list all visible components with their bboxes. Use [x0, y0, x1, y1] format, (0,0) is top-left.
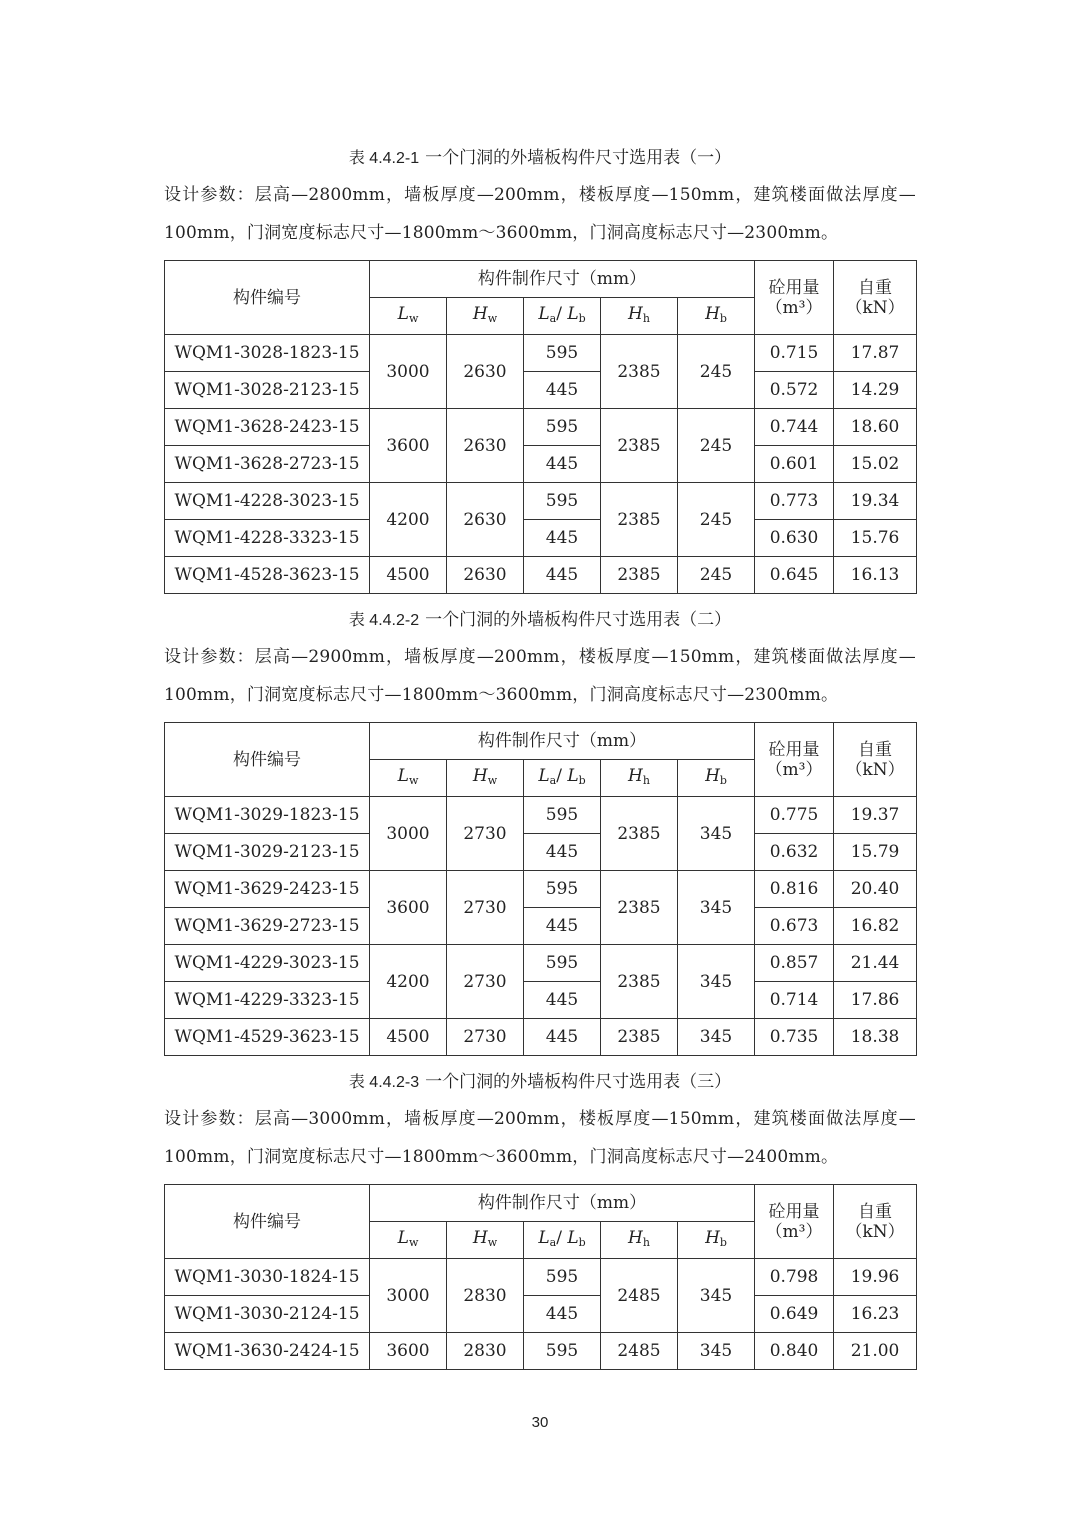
- col-hh: [601, 1222, 678, 1259]
- col-la-lb: [524, 1222, 601, 1259]
- col-hw-symbol: H: [472, 765, 488, 786]
- hh-value: 2385: [601, 945, 678, 1019]
- col-la-lb-separator: /: [556, 303, 568, 324]
- col-weight: [834, 1185, 917, 1259]
- table-row: [165, 945, 917, 982]
- part-id: WQM1-3630-2424-15: [165, 1333, 370, 1370]
- col-lw: [370, 760, 447, 797]
- part-id: WQM1-4229-3323-15: [165, 982, 370, 1019]
- hb-value: 345: [678, 1333, 755, 1370]
- col-la-symbol: L: [538, 765, 550, 786]
- weight-value: 19.96: [834, 1259, 917, 1296]
- hw-value: 2730: [447, 1019, 524, 1056]
- weight-value: 15.79: [834, 834, 917, 871]
- table-row: [165, 908, 917, 945]
- table-row: [165, 797, 917, 834]
- col-lb-subscript: b: [578, 311, 586, 325]
- hh-value: 2385: [601, 797, 678, 871]
- design-parameters: 设计参数：层高—3000mm，墙板厚度—200mm，楼板厚度—150mm，建筑楼面做法厚度—100mm，门洞宽度标志尺寸—1800mm～3600mm，门洞高度标志尺寸—2400mm。: [164, 1109, 916, 1167]
- concrete-value: 0.714: [755, 982, 834, 1019]
- table-row: [165, 409, 917, 446]
- weight-value: 21.00: [834, 1333, 917, 1370]
- hh-value: 2485: [601, 1259, 678, 1333]
- hw-value: 2630: [447, 409, 524, 483]
- col-hw-subscript: w: [487, 1235, 498, 1249]
- la-value: 445: [524, 372, 601, 409]
- la-value: 595: [524, 945, 601, 982]
- col-hw: [447, 1222, 524, 1259]
- table-row: [165, 1259, 917, 1296]
- concrete-value: 0.840: [755, 1333, 834, 1370]
- col-weight-label: 自重: [858, 739, 893, 760]
- table-row: [165, 1296, 917, 1333]
- table-row: [165, 520, 917, 557]
- col-weight-label: 自重: [858, 277, 893, 298]
- col-lw: [370, 298, 447, 335]
- col-hb-symbol: H: [705, 1227, 720, 1248]
- part-id: WQM1-4228-3323-15: [165, 520, 370, 557]
- col-hb-symbol: H: [705, 303, 720, 324]
- hh-value: 2385: [601, 871, 678, 945]
- table-title: 一个门洞的外墙板构件尺寸选用表（三）: [425, 1072, 732, 1092]
- col-part-no: 构件编号: [165, 723, 370, 797]
- hw-value: 2630: [447, 335, 524, 409]
- la-value: 445: [524, 520, 601, 557]
- col-hw: [447, 298, 524, 335]
- weight-value: 16.23: [834, 1296, 917, 1333]
- concrete-value: 0.735: [755, 1019, 834, 1056]
- hw-value: 2730: [447, 945, 524, 1019]
- col-hh-symbol: H: [628, 1227, 643, 1248]
- la-value: 445: [524, 557, 601, 594]
- part-id: WQM1-3629-2723-15: [165, 908, 370, 945]
- table-number: 表 4.4.2-1: [348, 150, 420, 167]
- col-concrete-label: 砼用量: [768, 1201, 820, 1222]
- hh-value: 2385: [601, 409, 678, 483]
- concrete-value: 0.798: [755, 1259, 834, 1296]
- table-row: [165, 372, 917, 409]
- col-hb: [678, 760, 755, 797]
- hb-value: 345: [678, 945, 755, 1019]
- col-lw-symbol: L: [397, 303, 409, 324]
- part-id: WQM1-3628-2723-15: [165, 446, 370, 483]
- la-value: 595: [524, 1333, 601, 1370]
- table-row: [165, 834, 917, 871]
- col-part-no: 构件编号: [165, 1185, 370, 1259]
- la-value: 445: [524, 834, 601, 871]
- concrete-value: 0.773: [755, 483, 834, 520]
- col-hw-subscript: w: [487, 311, 498, 325]
- col-weight-unit: （kN）: [845, 1221, 905, 1242]
- col-hh-symbol: H: [628, 303, 643, 324]
- part-id: WQM1-4529-3623-15: [165, 1019, 370, 1056]
- col-concrete-unit: （m³）: [765, 759, 823, 780]
- la-value: 595: [524, 797, 601, 834]
- col-lb-symbol: L: [567, 303, 579, 324]
- table-caption: [164, 602, 916, 638]
- weight-value: 15.02: [834, 446, 917, 483]
- table-number: 表 4.4.2-2: [348, 612, 420, 629]
- table-row: [165, 1333, 917, 1370]
- col-la-symbol: L: [538, 303, 550, 324]
- weight-value: 16.82: [834, 908, 917, 945]
- part-id: WQM1-3629-2423-15: [165, 871, 370, 908]
- table-section-2: [164, 602, 916, 1056]
- col-weight-unit: （kN）: [845, 297, 905, 318]
- col-lb-subscript: b: [578, 773, 586, 787]
- concrete-value: 0.744: [755, 409, 834, 446]
- col-lw-subscript: w: [408, 773, 419, 787]
- hb-value: 245: [678, 335, 755, 409]
- hb-value: 345: [678, 871, 755, 945]
- hh-value: 2385: [601, 483, 678, 557]
- col-lw-subscript: w: [408, 311, 419, 325]
- header-row: [165, 1185, 917, 1222]
- weight-value: 20.40: [834, 871, 917, 908]
- weight-value: 17.86: [834, 982, 917, 1019]
- part-id: WQM1-4528-3623-15: [165, 557, 370, 594]
- hh-value: 2385: [601, 1019, 678, 1056]
- part-id: WQM1-3028-1823-15: [165, 335, 370, 372]
- table-row: [165, 557, 917, 594]
- concrete-value: 0.601: [755, 446, 834, 483]
- lw-value: 3600: [370, 409, 447, 483]
- la-value: 445: [524, 982, 601, 1019]
- col-hh-subscript: h: [642, 311, 650, 325]
- col-lw-subscript: w: [408, 1235, 419, 1249]
- col-la-lb-separator: /: [556, 1227, 568, 1248]
- col-hw-subscript: w: [487, 773, 498, 787]
- page-number: 30: [531, 1414, 549, 1431]
- header-row: [165, 261, 917, 298]
- part-id: WQM1-3028-2123-15: [165, 372, 370, 409]
- col-hh-subscript: h: [642, 773, 650, 787]
- spec-table: [164, 1184, 917, 1370]
- col-la-lb: [524, 760, 601, 797]
- concrete-value: 0.630: [755, 520, 834, 557]
- table-row: [165, 446, 917, 483]
- weight-value: 14.29: [834, 372, 917, 409]
- lw-value: 4200: [370, 483, 447, 557]
- hb-value: 345: [678, 797, 755, 871]
- concrete-value: 0.715: [755, 335, 834, 372]
- weight-value: 21.44: [834, 945, 917, 982]
- col-concrete-label: 砼用量: [768, 277, 820, 298]
- col-la-lb-separator: /: [556, 765, 568, 786]
- concrete-value: 0.632: [755, 834, 834, 871]
- hb-value: 345: [678, 1019, 755, 1056]
- concrete-value: 0.649: [755, 1296, 834, 1333]
- lw-value: 3000: [370, 797, 447, 871]
- lw-value: 4200: [370, 945, 447, 1019]
- col-la-subscript: a: [549, 311, 557, 325]
- part-id: WQM1-3030-2124-15: [165, 1296, 370, 1333]
- col-hw: [447, 760, 524, 797]
- part-id: WQM1-3030-1824-15: [165, 1259, 370, 1296]
- col-weight-label: 自重: [858, 1201, 893, 1222]
- la-value: 445: [524, 1296, 601, 1333]
- col-hh: [601, 298, 678, 335]
- col-lw-symbol: L: [397, 765, 409, 786]
- hb-value: 245: [678, 409, 755, 483]
- col-weight: [834, 723, 917, 797]
- weight-value: 17.87: [834, 335, 917, 372]
- la-value: 445: [524, 1019, 601, 1056]
- table-row: [165, 483, 917, 520]
- weight-value: 19.37: [834, 797, 917, 834]
- hw-value: 2730: [447, 871, 524, 945]
- col-lb-symbol: L: [567, 765, 579, 786]
- hb-value: 245: [678, 557, 755, 594]
- part-id: WQM1-4228-3023-15: [165, 483, 370, 520]
- la-value: 595: [524, 409, 601, 446]
- part-id: WQM1-4229-3023-15: [165, 945, 370, 982]
- col-hh-symbol: H: [628, 765, 643, 786]
- hb-value: 345: [678, 1259, 755, 1333]
- col-lb-symbol: L: [567, 1227, 579, 1248]
- header-row: [165, 723, 917, 760]
- table-section-1: [164, 140, 916, 594]
- part-id: WQM1-3029-1823-15: [165, 797, 370, 834]
- hh-value: 2385: [601, 335, 678, 409]
- weight-value: 16.13: [834, 557, 917, 594]
- concrete-value: 0.572: [755, 372, 834, 409]
- lw-value: 3600: [370, 1333, 447, 1370]
- col-lb-subscript: b: [578, 1235, 586, 1249]
- col-lw-symbol: L: [397, 1227, 409, 1248]
- table-row: [165, 335, 917, 372]
- col-la-lb: [524, 298, 601, 335]
- table-title: 一个门洞的外墙板构件尺寸选用表（一）: [425, 148, 732, 168]
- hw-value: 2630: [447, 557, 524, 594]
- col-hw-symbol: H: [472, 303, 488, 324]
- col-la-symbol: L: [538, 1227, 550, 1248]
- concrete-value: 0.816: [755, 871, 834, 908]
- col-lw: [370, 1222, 447, 1259]
- col-hb-subscript: b: [719, 773, 727, 787]
- col-hb-subscript: b: [719, 1235, 727, 1249]
- weight-value: 18.60: [834, 409, 917, 446]
- hh-value: 2485: [601, 1333, 678, 1370]
- col-concrete-label: 砼用量: [768, 739, 820, 760]
- spec-table: [164, 260, 917, 594]
- col-concrete-unit: （m³）: [765, 1221, 823, 1242]
- col-hb: [678, 1222, 755, 1259]
- spec-table: [164, 722, 917, 1056]
- col-fab-size: 构件制作尺寸（mm）: [370, 1185, 755, 1222]
- la-value: 445: [524, 446, 601, 483]
- hw-value: 2730: [447, 797, 524, 871]
- table-caption: [164, 140, 916, 176]
- col-hh: [601, 760, 678, 797]
- la-value: 595: [524, 335, 601, 372]
- col-fab-size: 构件制作尺寸（mm）: [370, 723, 755, 760]
- la-value: 595: [524, 483, 601, 520]
- design-parameters: 设计参数：层高—2800mm，墙板厚度—200mm，楼板厚度—150mm，建筑楼面做法厚度—100mm，门洞宽度标志尺寸—1800mm～3600mm，门洞高度标志尺寸—2300mm。: [164, 185, 916, 243]
- col-la-subscript: a: [549, 773, 557, 787]
- col-concrete-unit: （m³）: [765, 297, 823, 318]
- lw-value: 4500: [370, 1019, 447, 1056]
- lw-value: 4500: [370, 557, 447, 594]
- la-value: 595: [524, 871, 601, 908]
- hw-value: 2630: [447, 483, 524, 557]
- col-hb-subscript: b: [719, 311, 727, 325]
- concrete-value: 0.857: [755, 945, 834, 982]
- hw-value: 2830: [447, 1259, 524, 1333]
- lw-value: 3000: [370, 335, 447, 409]
- table-title: 一个门洞的外墙板构件尺寸选用表（二）: [425, 610, 732, 630]
- col-concrete: [755, 1185, 834, 1259]
- col-concrete: [755, 261, 834, 335]
- lw-value: 3000: [370, 1259, 447, 1333]
- table-row: [165, 1019, 917, 1056]
- la-value: 595: [524, 1259, 601, 1296]
- col-hb-symbol: H: [705, 765, 720, 786]
- table-number: 表 4.4.2-3: [348, 1074, 420, 1091]
- table-section-3: [164, 1064, 916, 1370]
- concrete-value: 0.775: [755, 797, 834, 834]
- part-id: WQM1-3628-2423-15: [165, 409, 370, 446]
- hw-value: 2830: [447, 1333, 524, 1370]
- hb-value: 245: [678, 483, 755, 557]
- weight-value: 18.38: [834, 1019, 917, 1056]
- table-row: [165, 982, 917, 1019]
- col-part-no: 构件编号: [165, 261, 370, 335]
- col-hb: [678, 298, 755, 335]
- lw-value: 3600: [370, 871, 447, 945]
- hh-value: 2385: [601, 557, 678, 594]
- concrete-value: 0.673: [755, 908, 834, 945]
- concrete-value: 0.645: [755, 557, 834, 594]
- col-hw-symbol: H: [472, 1227, 488, 1248]
- col-fab-size: 构件制作尺寸（mm）: [370, 261, 755, 298]
- col-weight-unit: （kN）: [845, 759, 905, 780]
- part-id: WQM1-3029-2123-15: [165, 834, 370, 871]
- table-row: [165, 871, 917, 908]
- design-parameters: 设计参数：层高—2900mm，墙板厚度—200mm，楼板厚度—150mm，建筑楼面做法厚度—100mm，门洞宽度标志尺寸—1800mm～3600mm，门洞高度标志尺寸—2300mm。: [164, 647, 916, 705]
- weight-value: 19.34: [834, 483, 917, 520]
- la-value: 445: [524, 908, 601, 945]
- col-weight: [834, 261, 917, 335]
- weight-value: 15.76: [834, 520, 917, 557]
- col-la-subscript: a: [549, 1235, 557, 1249]
- table-caption: [164, 1064, 916, 1100]
- col-concrete: [755, 723, 834, 797]
- col-hh-subscript: h: [642, 1235, 650, 1249]
